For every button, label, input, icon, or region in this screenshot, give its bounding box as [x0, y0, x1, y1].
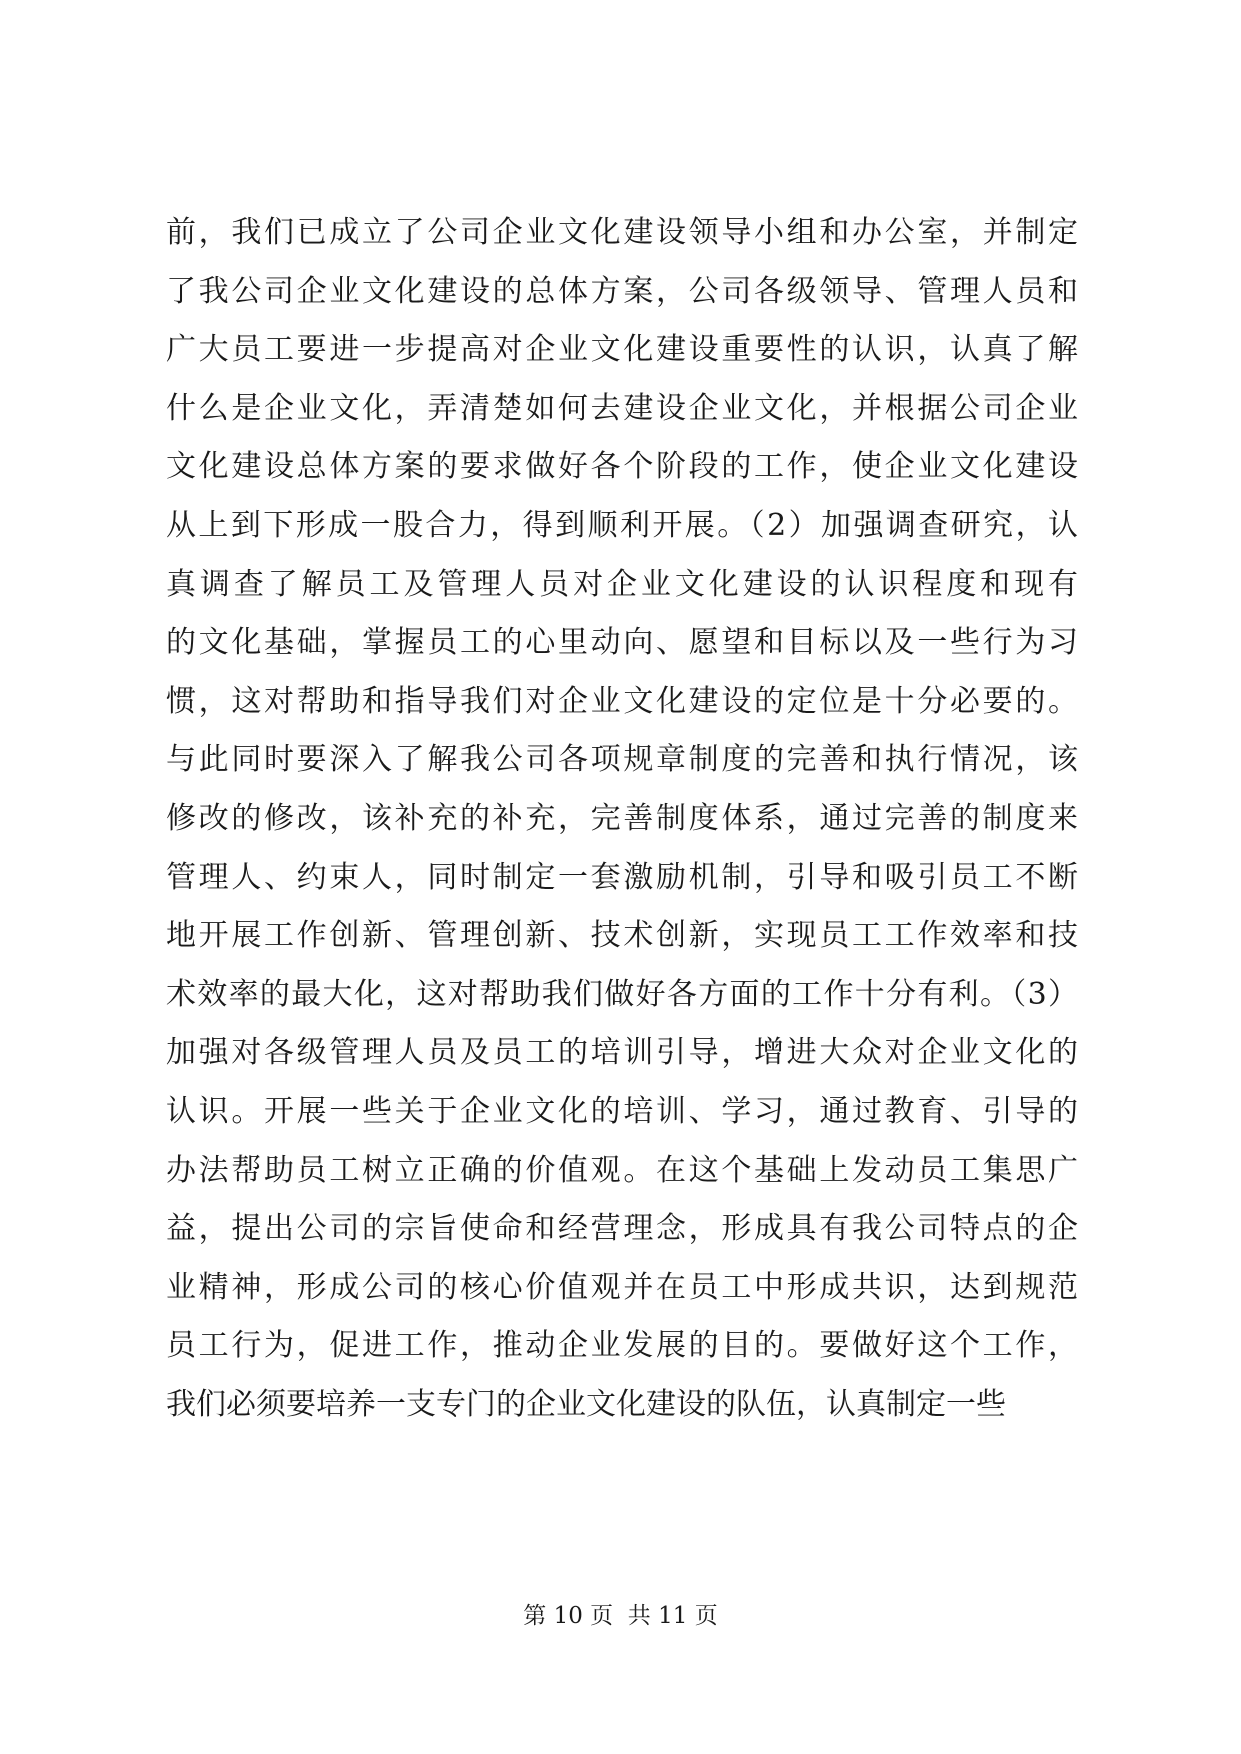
text-line: 员工行为，促进工作，推动企业发展的目的。要做好这个工作，: [166, 1328, 1078, 1364]
text-line: 办法帮助员工树立正确的价值观。在这个基础上发动员工集思广: [166, 1152, 1078, 1188]
text-line: 文化建设总体方案的要求做好各个阶段的工作，使企业文化建设: [166, 449, 1078, 485]
text-line: 惯，这对帮助和指导我们对企业文化建设的定位是十分必要的。: [166, 683, 1078, 719]
text-line: 与此同时要深入了解我公司各项规章制度的完善和执行情况，该: [166, 742, 1078, 778]
text-line: 的文化基础，掌握员工的心里动向、愿望和目标以及一些行为习: [166, 625, 1078, 661]
text-line: 地开展工作创新、管理创新、技术创新，实现员工工作效率和技: [166, 918, 1078, 954]
body-text: [166, 204, 1078, 1434]
text-line: 修改的修改，该补充的补充，完善制度体系，通过完善的制度来: [166, 800, 1078, 836]
text-line: 我们必须要培养一支专门的企业文化建设的队伍，认真制定一些: [166, 1386, 1006, 1422]
text-line: 什么是企业文化，弄清楚如何去建设企业文化，并根据公司企业: [166, 390, 1078, 426]
page-number-label: 第 10 页 共 11 页: [523, 1603, 718, 1629]
text-line: 从上到下形成一股合力，得到顺利开展。（2）加强调查研究，认: [166, 507, 1078, 543]
text-line: 广大员工要进一步提高对企业文化建设重要性的认识，认真了解: [166, 332, 1078, 368]
text-line: 益，提出公司的宗旨使命和经营理念，形成具有我公司特点的企: [166, 1211, 1078, 1247]
text-line: 管理人、约束人，同时制定一套激励机制，引导和吸引员工不断: [166, 859, 1078, 895]
text-line: 业精神，形成公司的核心价值观并在员工中形成共识，达到规范: [166, 1269, 1078, 1305]
text-line: 真调查了解员工及管理人员对企业文化建设的认识程度和现有: [166, 566, 1078, 602]
text-line: 前，我们已成立了公司企业文化建设领导小组和办公室，并制定: [166, 215, 1078, 250]
text-line: 认识。开展一些关于企业文化的培训、学习，通过教育、引导的: [166, 1093, 1078, 1129]
text-line: 术效率的最大化，这对帮助我们做好各方面的工作十分有利。（3）: [166, 976, 1078, 1012]
text-line: 加强对各级管理人员及员工的培训引导，增进大众对企业文化的: [166, 1035, 1078, 1071]
text-line: 了我公司企业文化建设的总体方案，公司各级领导、管理人员和: [166, 273, 1078, 309]
page-footer: [0, 1601, 1241, 1631]
